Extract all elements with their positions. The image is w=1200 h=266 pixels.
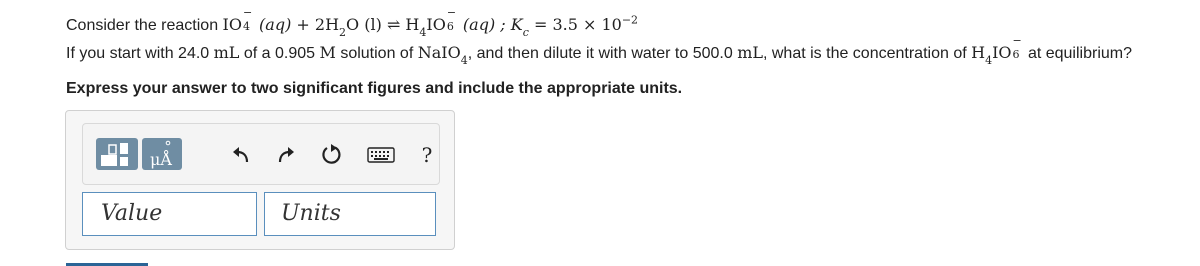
kc-subscript: c [522, 26, 529, 40]
iodate-charge [242, 6, 254, 33]
reset-button[interactable] [319, 142, 345, 168]
units-micro-angstrom-icon [142, 138, 182, 170]
iodate-charge-sign: − [242, 6, 253, 19]
iodate-formula: IO [222, 15, 242, 34]
unit-ml-2: mL [737, 43, 763, 62]
unit-molar: M [319, 43, 336, 62]
prompt-text-5: , what is the concentration of [762, 45, 972, 62]
state-aq-2: (aq) ; [457, 15, 511, 34]
prompt-text-4: , and then dilute it with water to 500.0 [467, 45, 738, 62]
equilibrium-arrow: ⇌ [386, 15, 401, 34]
units-button[interactable] [142, 138, 182, 170]
kc-exponent: −2 [621, 13, 639, 27]
water-term: + 2H [291, 15, 340, 34]
state-aq-1: (aq) [253, 15, 292, 34]
undo-icon [230, 144, 252, 166]
templates-button[interactable] [96, 138, 138, 170]
keyboard-button[interactable] [366, 142, 396, 168]
periodate-subscript: 6 [446, 20, 454, 33]
naio4-base: NaIO [417, 43, 461, 62]
h4io6-io: IO [992, 43, 1012, 62]
h4io6-h: H [971, 43, 986, 62]
kc-symbol: K [510, 15, 523, 34]
redo-icon [275, 144, 297, 166]
math-toolbar [82, 123, 440, 185]
periodate-charge-sign: − [446, 6, 457, 19]
h4io6-formula [971, 34, 1023, 68]
reset-icon [320, 143, 344, 167]
periodate-h-subscript: 4 [419, 26, 427, 40]
water-subscript: 2 [339, 26, 347, 40]
h4io6-subscript: 6 [1012, 48, 1020, 61]
h4io6-h-subscript: 4 [985, 54, 993, 68]
prompt-text-2: of a 0.905 [239, 45, 320, 62]
periodate-charge [446, 6, 458, 33]
question-reaction-line [66, 6, 639, 40]
periodate-h: H [400, 15, 420, 34]
help-icon: ? [421, 143, 433, 167]
h4io6-charge-sign: − [1012, 34, 1022, 47]
undo-button[interactable] [228, 142, 254, 168]
naio4-subscript: 4 [460, 54, 468, 68]
prompt-text-6: at equilibrium? [1023, 45, 1132, 62]
naio4-formula [417, 43, 468, 68]
help-button[interactable] [414, 142, 440, 168]
redo-button[interactable] [273, 142, 299, 168]
units-label: μÅ [150, 150, 172, 169]
unit-ml-1: mL [213, 43, 240, 62]
prompt-text-3: solution of [335, 45, 418, 62]
templates-icon [96, 138, 138, 170]
reaction-intro-text: Consider the reaction [66, 17, 223, 34]
kc-value: = 3.5 × 10 [528, 15, 622, 34]
h4io6-charge [1012, 34, 1024, 61]
iodate-subscript: 4 [242, 20, 250, 33]
question-prompt-line [66, 34, 1132, 68]
value-input[interactable]: Value [82, 192, 257, 236]
answer-panel [65, 110, 455, 250]
keyboard-icon [367, 147, 395, 163]
reaction-equation [222, 6, 639, 40]
water-state: O (l) [346, 15, 387, 34]
prompt-text-1: If you start with 24.0 [66, 45, 214, 62]
periodate-io: IO [426, 15, 446, 34]
answer-instruction: Express your answer to two significant figures and include the appropriate units. [66, 80, 683, 97]
units-input[interactable]: Units [264, 192, 436, 236]
